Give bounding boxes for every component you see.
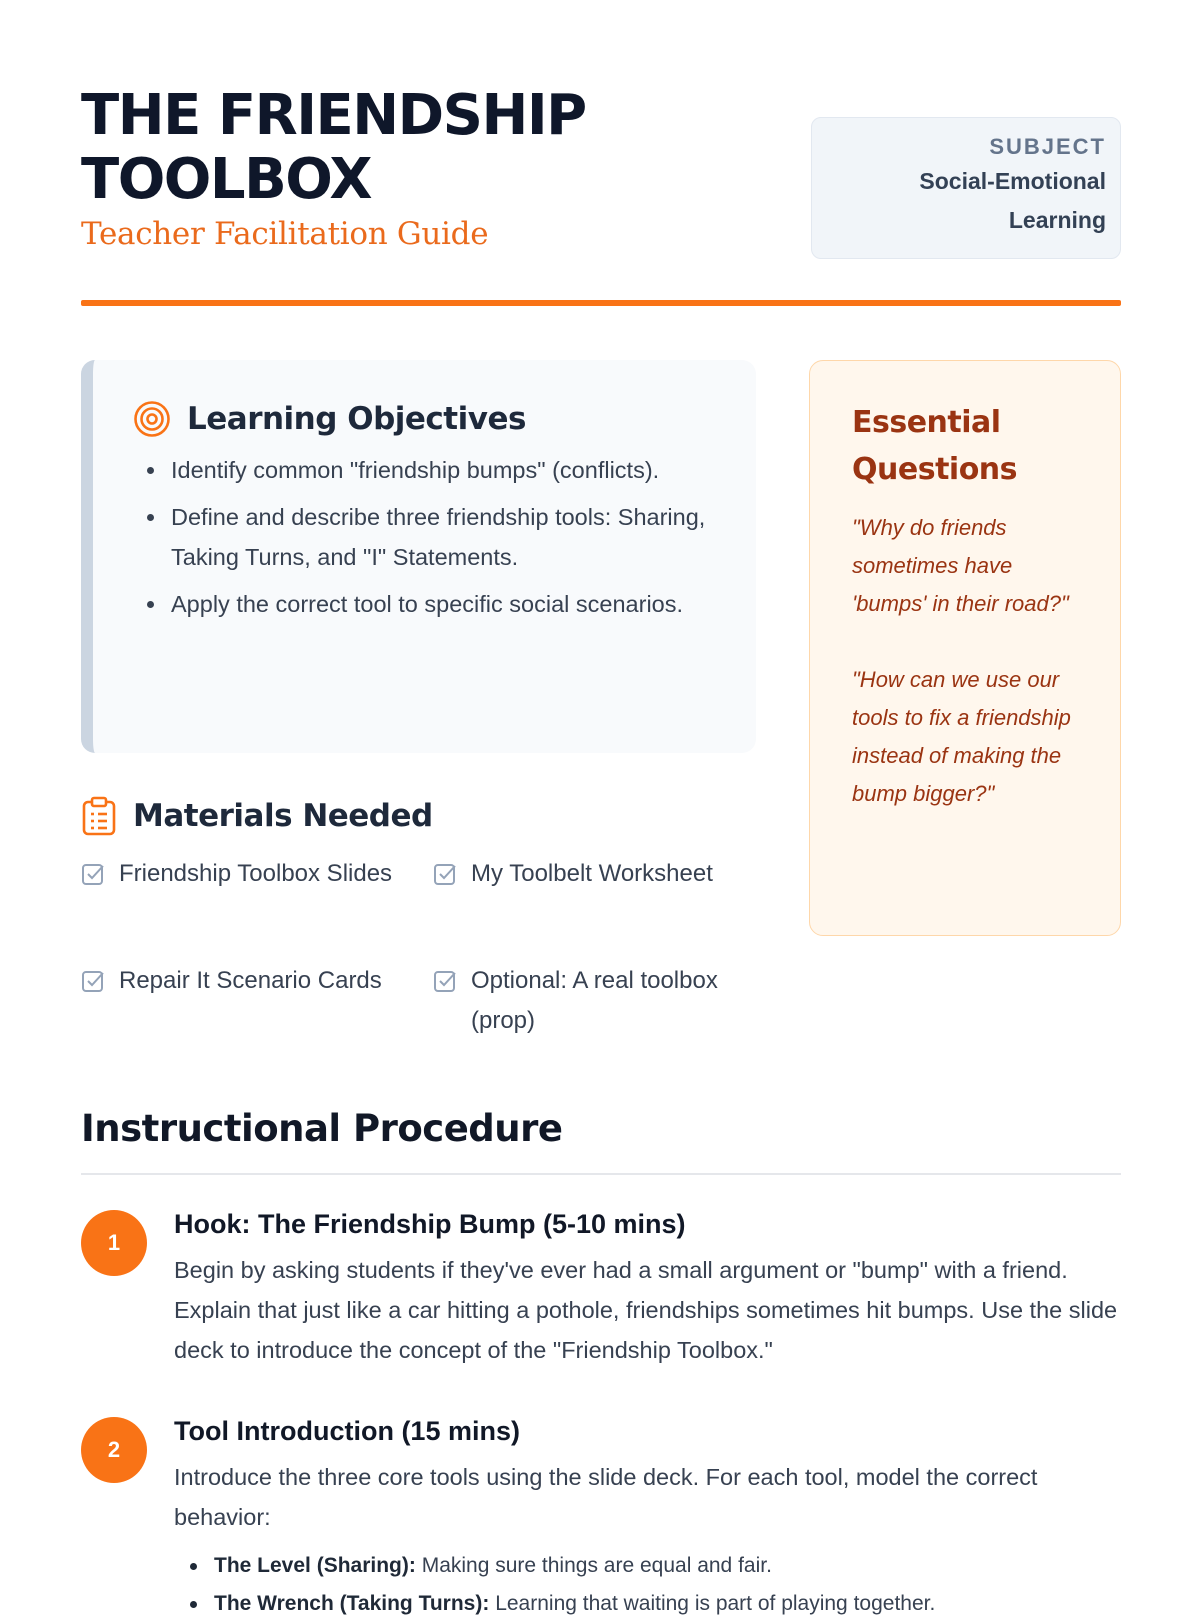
materials-heading-row — [81, 796, 756, 836]
step-title: Tool Introduction (15 mins) — [174, 1416, 520, 1446]
essential-question: "Why do friends sometimes have 'bumps' in their road?" — [852, 515, 1069, 616]
material-item — [433, 854, 753, 894]
material-label: My Toolbelt Worksheet — [471, 860, 713, 887]
material-item — [433, 961, 753, 1041]
material-item — [81, 854, 401, 894]
step-body — [174, 1413, 1124, 1623]
step-title: Hook: The Friendship Bump (5-10 mins) — [174, 1209, 686, 1239]
materials-grid — [81, 854, 756, 1054]
page-header — [81, 84, 1121, 314]
subject-value-line2: Learning — [1008, 207, 1106, 233]
step-number-badge: 1 — [81, 1210, 147, 1276]
objectives-heading: Learning Objectives — [187, 401, 526, 437]
procedure-heading: Instructional Procedure — [81, 1107, 563, 1150]
tool-list — [174, 1547, 1124, 1623]
checkbox-checked-icon — [433, 969, 457, 993]
essential-questions-heading: Essential Questions — [852, 405, 1018, 487]
subject-value-line1: Social-Emotional — [919, 168, 1106, 194]
tool-list-item — [214, 1547, 1124, 1585]
step-text: Introduce the three core tools using the slide deck. For each tool, model the correct behavior: — [174, 1464, 1038, 1530]
tool-description: Learning that waiting is part of playing together. — [495, 1592, 936, 1615]
objective-item: Define and describe three friendship tools: Sharing, Taking Turns, and "I" Statements. — [171, 497, 716, 577]
checkbox-checked-icon — [81, 862, 105, 886]
tool-list-item — [214, 1585, 1124, 1623]
material-item — [81, 961, 401, 1001]
procedure-divider — [81, 1173, 1121, 1175]
page-subtitle: Teacher Facilitation Guide — [81, 216, 489, 252]
objective-item: Apply the correct tool to specific social scenarios. — [171, 584, 716, 624]
tool-description: Making sure things are equal and fair. — [421, 1554, 772, 1577]
essential-questions-card — [809, 360, 1121, 936]
objectives-list — [133, 450, 716, 624]
material-label: Friendship Toolbox Slides — [119, 860, 393, 887]
target-icon — [133, 400, 171, 438]
essential-question: "How can we use our tools to fix a friendship instead of making the bump bigger?" — [852, 667, 1071, 806]
lesson-guide-page — [81, 0, 1121, 1615]
checkbox-checked-icon — [433, 862, 457, 886]
materials-section — [81, 796, 756, 1054]
material-label: Repair It Scenario Cards — [119, 967, 382, 994]
subject-label: SUBJECT — [989, 134, 1106, 159]
learning-objectives-card — [81, 360, 756, 753]
checkbox-checked-icon — [81, 969, 105, 993]
tool-name: The Wrench (Taking Turns): — [214, 1592, 490, 1615]
tool-name: The Level (Sharing): — [214, 1554, 416, 1577]
objective-item: Identify common "friendship bumps" (conflicts). — [171, 450, 716, 490]
page-title: THE FRIENDSHIP TOOLBOX — [81, 83, 586, 212]
subject-badge — [811, 117, 1121, 259]
material-label: Optional: A real toolbox (prop) — [471, 967, 718, 1034]
step-number-badge: 2 — [81, 1417, 147, 1483]
materials-heading: Materials Needed — [133, 798, 433, 834]
step-body — [174, 1206, 1124, 1370]
objectives-heading-row — [133, 400, 716, 438]
clipboard-icon — [81, 796, 117, 836]
header-divider — [81, 300, 1121, 306]
step-text: Begin by asking students if they've ever had a small argument or "bump" with a friend. Explain that just like a car hitting a pothole, friendships sometimes hit bumps. Use the slide deck to introduce the concept of the "Friendship Toolbox." — [174, 1257, 1118, 1363]
